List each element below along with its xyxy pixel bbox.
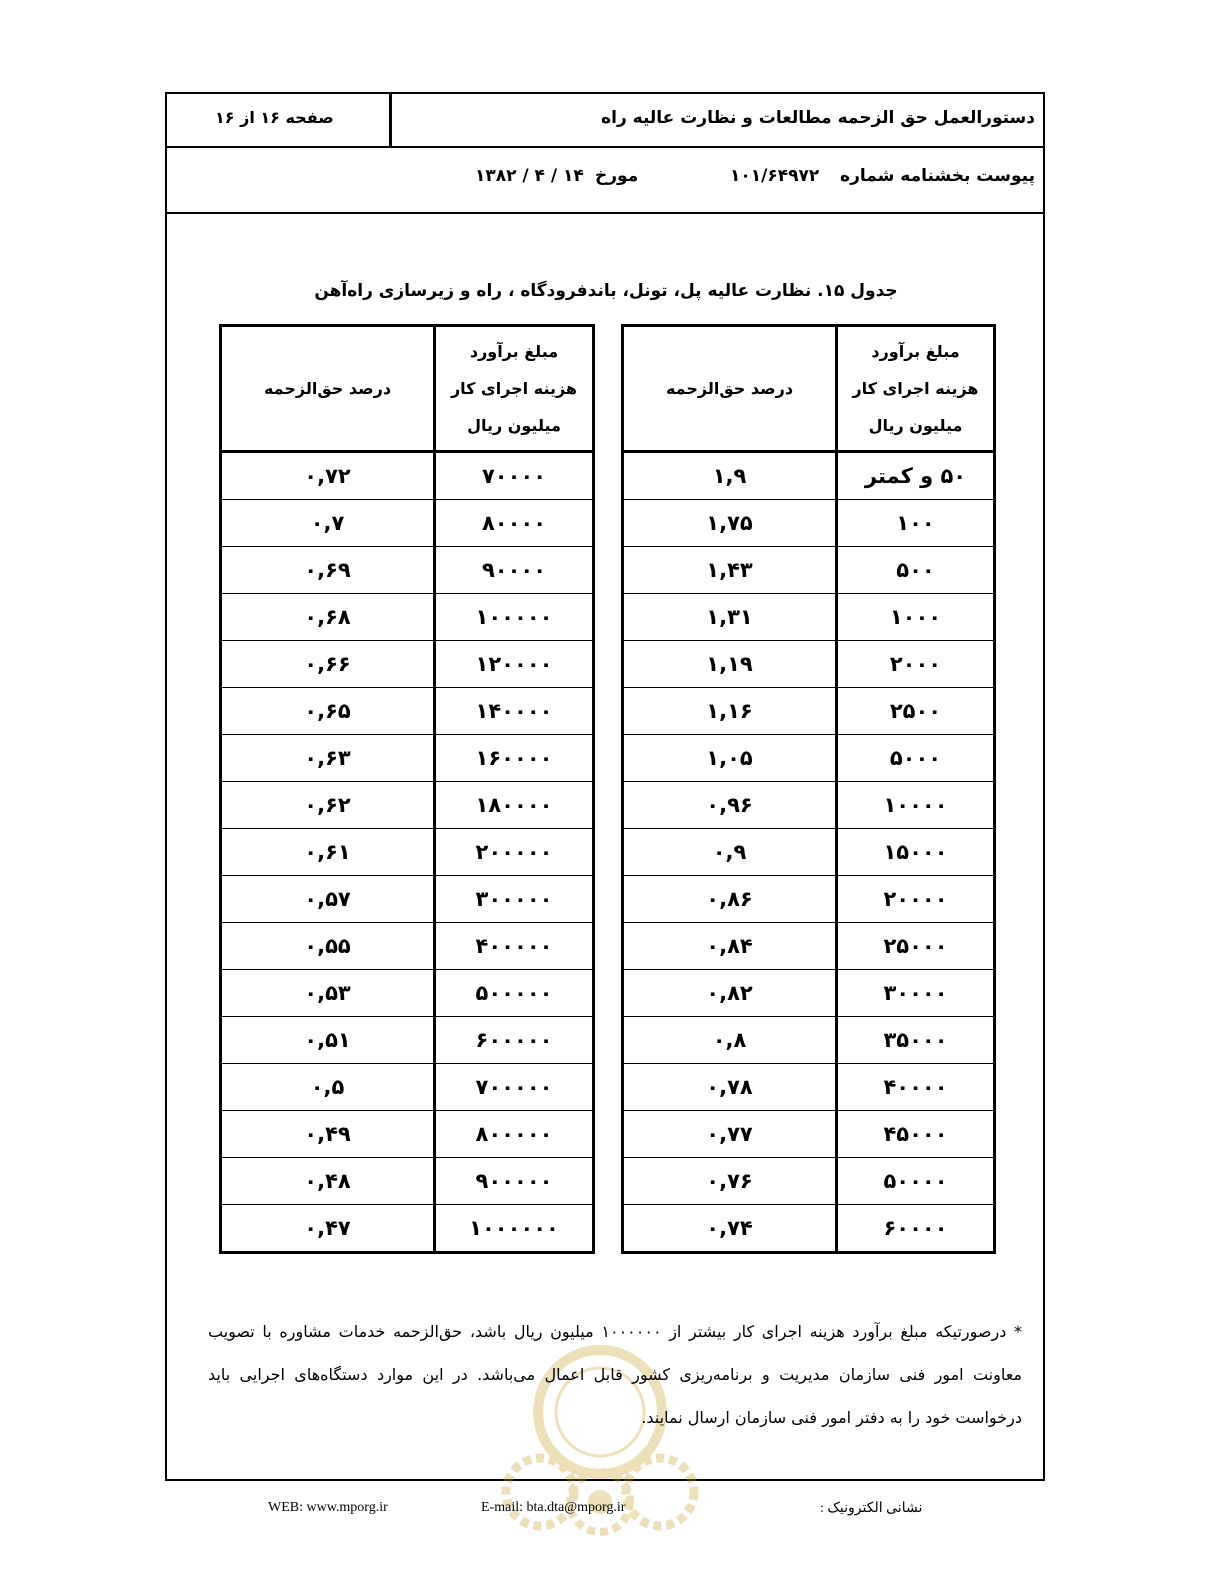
amount-cell: ۱۰۰۰۰۰ — [435, 594, 594, 641]
percent-cell: ۰,۸۲ — [623, 970, 837, 1017]
percent-cell: ۰,۵۵ — [221, 923, 435, 970]
table-row — [221, 782, 594, 829]
percent-cell: ۰,۶۹ — [221, 547, 435, 594]
amount-header-line: میلیون ریال — [868, 416, 963, 435]
amount-column-header — [435, 326, 594, 452]
amount-cell: ۱۸۰۰۰۰ — [435, 782, 594, 829]
table-row — [623, 688, 995, 735]
table-row — [221, 547, 594, 594]
percent-cell: ۰,۶۸ — [221, 594, 435, 641]
percent-cell: ۰,۶۲ — [221, 782, 435, 829]
table-body — [623, 452, 995, 1253]
amount-header-line: مبلغ برآورد — [469, 342, 559, 361]
percent-cell: ۰,۷۴ — [623, 1205, 837, 1253]
percent-cell: ۰,۵۳ — [221, 970, 435, 1017]
table-row — [623, 923, 995, 970]
percent-column-header: درصد حق‌الزحمه — [623, 326, 837, 452]
amount-cell: ۱۰۰۰ — [837, 594, 995, 641]
percent-cell: ۰,۶۱ — [221, 829, 435, 876]
percent-cell: ۰,۷۸ — [623, 1064, 837, 1111]
percent-column-header: درصد حق‌الزحمه — [221, 326, 435, 452]
percent-cell: ۰,۴۸ — [221, 1158, 435, 1205]
percent-cell: ۰,۹ — [623, 829, 837, 876]
amount-cell: ۷۰۰۰۰ — [435, 452, 594, 500]
table-row — [221, 970, 594, 1017]
header-row — [167, 94, 1043, 148]
percent-cell: ۰,۸۶ — [623, 876, 837, 923]
amount-cell: ۴۰۰۰۰۰ — [435, 923, 594, 970]
amount-cell: ۵۰ و کمتر — [837, 452, 995, 500]
amount-cell: ۶۰۰۰۰ — [837, 1205, 995, 1253]
percent-cell: ۰,۵۱ — [221, 1017, 435, 1064]
table-row — [623, 1111, 995, 1158]
amount-header-line: مبلغ برآورد — [871, 342, 960, 361]
table-row — [623, 782, 995, 829]
amount-cell: ۸۰۰۰۰۰ — [435, 1111, 594, 1158]
percent-cell: ۰,۵۷ — [221, 876, 435, 923]
table-row — [623, 970, 995, 1017]
amount-cell: ۲۰۰۰ — [837, 641, 995, 688]
document-title: دستورالعمل حق الزحمه مطالعات و نظارت عالیه راه — [601, 108, 1035, 128]
table-row — [623, 500, 995, 547]
percent-cell: ۰,۶۶ — [221, 641, 435, 688]
table-row — [623, 641, 995, 688]
amount-cell: ۱۴۰۰۰۰ — [435, 688, 594, 735]
table-row — [623, 829, 995, 876]
amount-header-line: هزینه اجرای کار — [450, 379, 578, 398]
table-row — [623, 547, 995, 594]
amount-cell: ۱۶۰۰۰۰ — [435, 735, 594, 782]
amount-cell: ۹۰۰۰۰ — [435, 547, 594, 594]
amount-cell: ۴۵۰۰۰ — [837, 1111, 995, 1158]
amount-cell: ۲۵۰۰ — [837, 688, 995, 735]
header-divider — [389, 94, 392, 148]
table-title: جدول ۱۵. نظارت عالیه پل، تونل، باندفرودگاه ، راه و زیرسازی راه‌آهن — [314, 281, 898, 301]
table-row — [221, 1064, 594, 1111]
percent-cell: ۰,۸ — [623, 1017, 837, 1064]
table-row — [221, 1017, 594, 1064]
percent-cell: ۱,۷۵ — [623, 500, 837, 547]
amount-cell: ۱۰۰۰۰۰۰ — [435, 1205, 594, 1253]
percent-cell: ۱,۱۹ — [623, 641, 837, 688]
table-row — [221, 1111, 594, 1158]
table-row — [221, 1158, 594, 1205]
percent-cell: ۱,۴۳ — [623, 547, 837, 594]
footer-email-label: نشانی الکترونیک : — [820, 1501, 923, 1516]
table-row — [221, 735, 594, 782]
table-header-row — [221, 326, 594, 452]
circular-row — [167, 148, 1043, 214]
amount-cell: ۵۰۰ — [837, 547, 995, 594]
percent-cell: ۰,۸۴ — [623, 923, 837, 970]
footnote: * درصورتیکه مبلغ برآورد هزینه اجرای کار بیشتر از ۱۰۰۰۰۰۰ میلیون ریال باشد، حق‌الزحمه خدمات مشاوره با تصویب معاونت امور فنی سازمان مدیریت و برنامه‌ریزی کشور قابل اعمال می‌باشد. در این موارد دستگاه‌های اجرایی باید درخواست خود را به دفتر امور فنی سازمان ارسال نمایند. — [208, 1322, 1022, 1427]
circular-label: پیوست بخشنامه شماره — [840, 166, 1035, 186]
percent-cell: ۰,۶۳ — [221, 735, 435, 782]
table-body — [221, 452, 594, 1253]
table-row — [221, 923, 594, 970]
percent-cell: ۱,۳۱ — [623, 594, 837, 641]
percent-cell: ۰,۴۷ — [221, 1205, 435, 1253]
amount-cell: ۹۰۰۰۰۰ — [435, 1158, 594, 1205]
amount-column-header — [837, 326, 995, 452]
table-row — [623, 1158, 995, 1205]
table-row — [623, 735, 995, 782]
amount-cell: ۵۰۰۰۰۰ — [435, 970, 594, 1017]
footer-website[interactable]: WEB: www.mporg.ir — [268, 1500, 388, 1515]
table-row — [221, 594, 594, 641]
amount-cell: ۳۰۰۰۰ — [837, 970, 995, 1017]
amount-cell: ۱۰۰ — [837, 500, 995, 547]
table-row — [623, 1205, 995, 1253]
percent-cell: ۱,۰۵ — [623, 735, 837, 782]
percent-cell: ۰,۷۶ — [623, 1158, 837, 1205]
amount-cell: ۸۰۰۰۰ — [435, 500, 594, 547]
percent-cell: ۱,۱۶ — [623, 688, 837, 735]
amount-cell: ۳۰۰۰۰۰ — [435, 876, 594, 923]
amount-cell: ۵۰۰۰ — [837, 735, 995, 782]
table-row — [221, 641, 594, 688]
percent-cell: ۰,۷۷ — [623, 1111, 837, 1158]
table-row — [623, 876, 995, 923]
table-row — [221, 876, 594, 923]
amount-cell: ۱۵۰۰۰ — [837, 829, 995, 876]
date-value: ۱۳۸۲ / ۴ / ۱۴ — [475, 166, 584, 186]
circular-number: ۱۰۱/۶۴۹۷۲ — [730, 166, 820, 186]
amount-cell: ۲۵۰۰۰ — [837, 923, 995, 970]
table-row — [221, 1205, 594, 1253]
amount-cell: ۲۰۰۰۰ — [837, 876, 995, 923]
percent-cell: ۰,۹۶ — [623, 782, 837, 829]
amount-header-line: میلیون ریال — [467, 416, 561, 435]
amount-cell: ۱۰۰۰۰ — [837, 782, 995, 829]
amount-cell: ۷۰۰۰۰۰ — [435, 1064, 594, 1111]
table-row — [623, 1017, 995, 1064]
percent-cell: ۰,۴۹ — [221, 1111, 435, 1158]
amount-cell: ۶۰۰۰۰۰ — [435, 1017, 594, 1064]
date-label: مورخ — [595, 166, 639, 186]
amount-header-line: هزینه اجرای کار — [852, 379, 979, 398]
table-row — [623, 452, 995, 500]
table-row — [623, 1064, 995, 1111]
percent-cell: ۰,۵ — [221, 1064, 435, 1111]
amount-cell: ۵۰۰۰۰ — [837, 1158, 995, 1205]
percent-cell: ۰,۶۵ — [221, 688, 435, 735]
table-header-row — [623, 326, 995, 452]
amount-cell: ۳۵۰۰۰ — [837, 1017, 995, 1064]
percent-cell: ۰,۷۲ — [221, 452, 435, 500]
footer-email[interactable]: E-mail: bta.dta@mporg.ir — [481, 1500, 626, 1515]
amount-cell: ۱۲۰۰۰۰ — [435, 641, 594, 688]
table-row — [221, 452, 594, 500]
table-row — [623, 594, 995, 641]
amount-cell: ۴۰۰۰۰ — [837, 1064, 995, 1111]
percent-cell: ۱,۹ — [623, 452, 837, 500]
page-number: صفحه ۱۶ از ۱۶ — [215, 108, 334, 127]
table-row — [221, 500, 594, 547]
table-row — [221, 829, 594, 876]
percent-cell: ۰,۷ — [221, 500, 435, 547]
fee-table-left — [219, 324, 595, 1254]
table-row — [221, 688, 594, 735]
amount-cell: ۲۰۰۰۰۰ — [435, 829, 594, 876]
fee-table-right — [621, 324, 996, 1254]
